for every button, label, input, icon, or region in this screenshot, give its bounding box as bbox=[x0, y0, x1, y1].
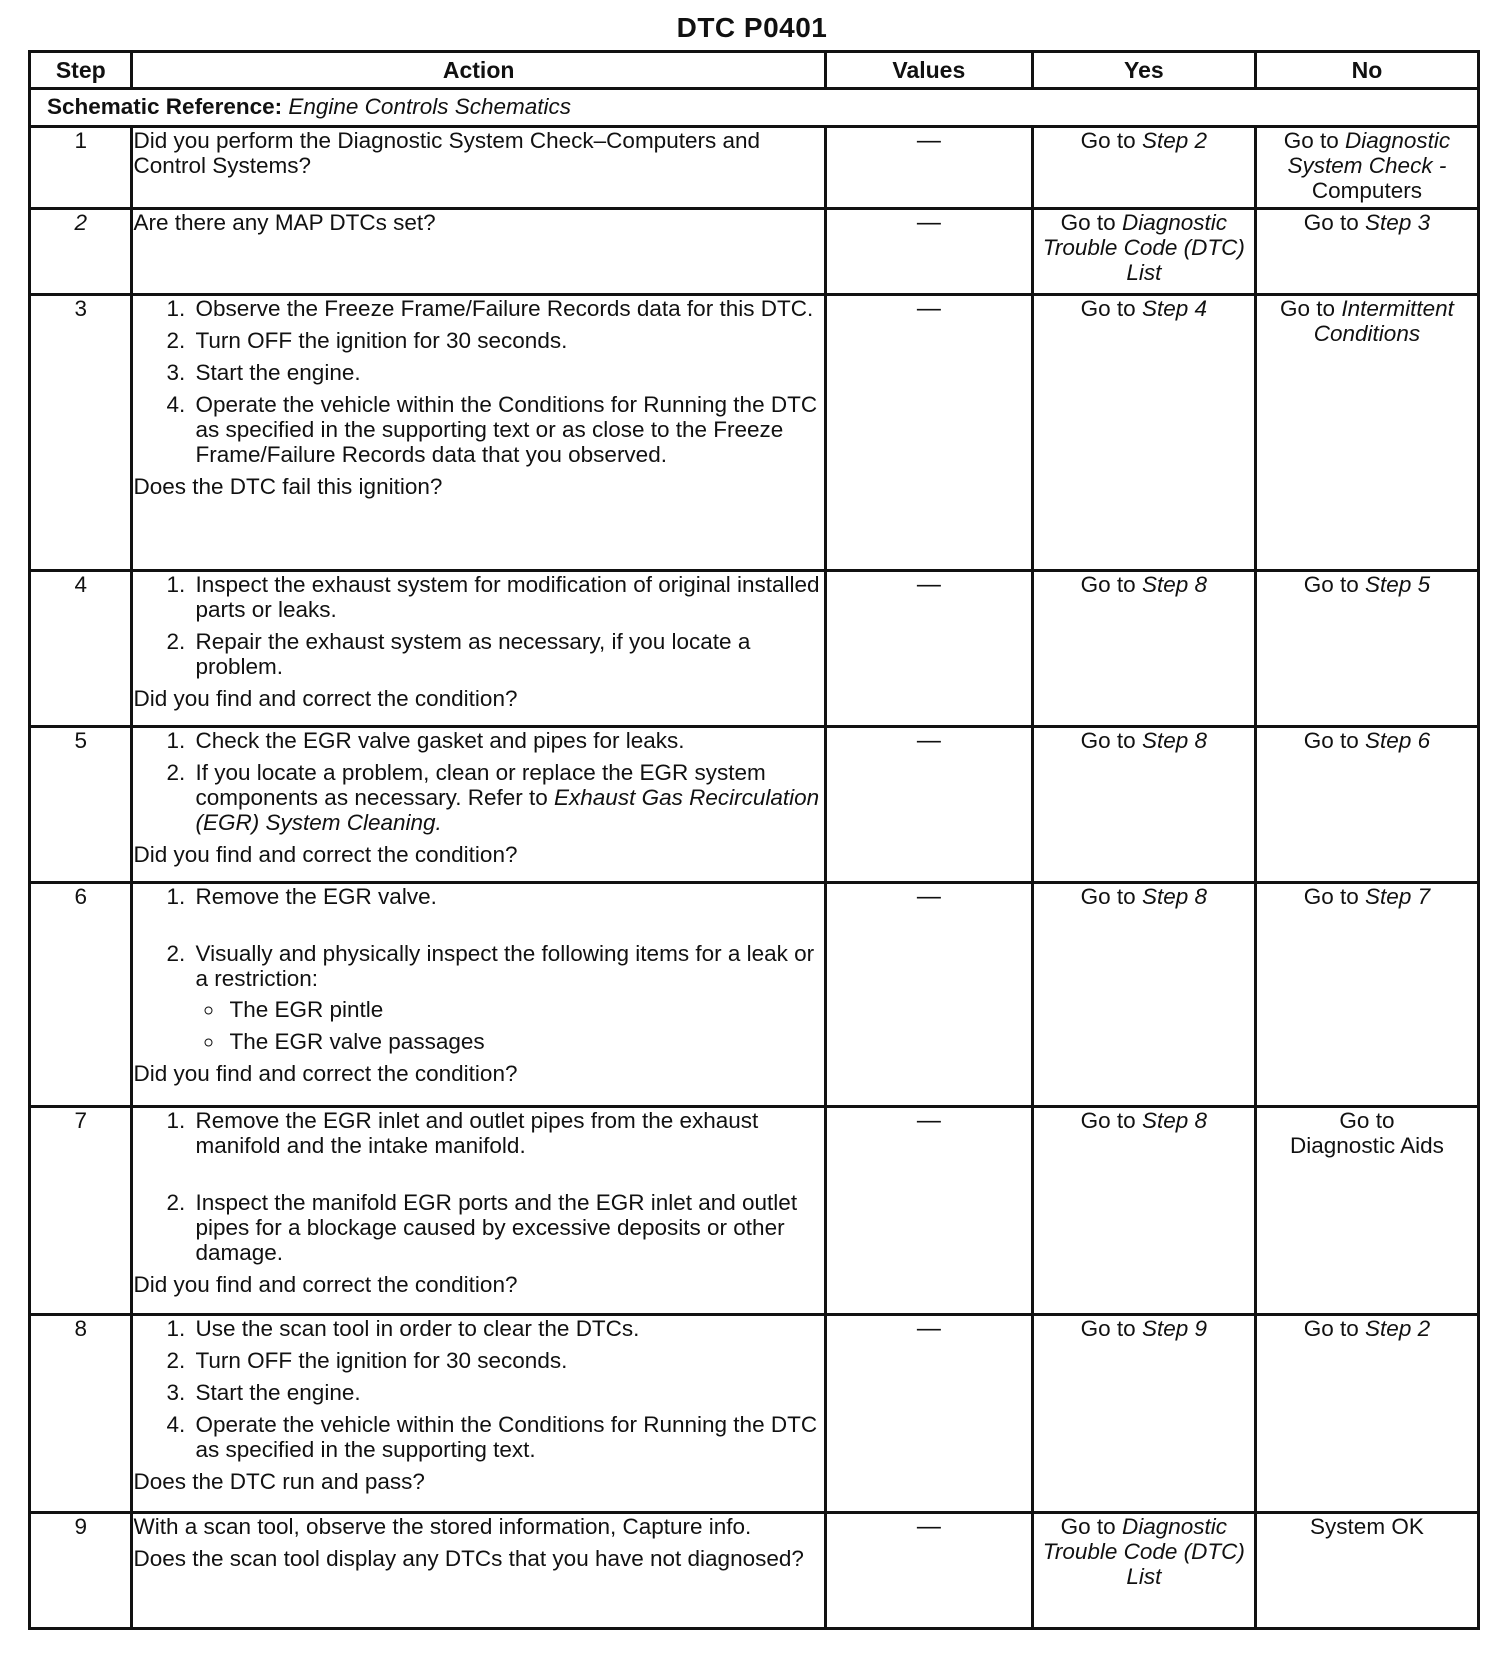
no-cell bbox=[1255, 1513, 1478, 1629]
yes-prefix: Go to bbox=[1080, 296, 1136, 321]
yes-prefix: Go to bbox=[1080, 128, 1136, 153]
header-values: Values bbox=[825, 52, 1032, 89]
step-number: 5 bbox=[30, 727, 132, 883]
table-row bbox=[30, 883, 1479, 1107]
table-row bbox=[30, 127, 1479, 209]
action-step: 3. Start the engine. bbox=[191, 360, 823, 385]
action-cell bbox=[132, 727, 825, 883]
table-row bbox=[30, 209, 1479, 295]
step-number: 4 bbox=[30, 571, 132, 727]
action-cell bbox=[132, 209, 825, 295]
yes-cell bbox=[1032, 883, 1255, 1107]
action-question: Did you perform the Diagnostic System Check–Computers and Control Systems? bbox=[133, 128, 761, 178]
header-action: Action bbox=[132, 52, 825, 89]
action-step: 3. Start the engine. bbox=[191, 1380, 823, 1405]
header-row bbox=[30, 52, 1479, 89]
step-number: 1 bbox=[30, 127, 132, 209]
table-row bbox=[30, 295, 1479, 571]
value-dash: — bbox=[916, 1107, 941, 1134]
no-prefix: Go to bbox=[1280, 296, 1336, 321]
action-question: Did you find and correct the condition? bbox=[133, 1061, 518, 1086]
yes-cell bbox=[1032, 1513, 1255, 1629]
value-dash: — bbox=[916, 571, 941, 598]
no-link[interactable]: Step 6 bbox=[1365, 728, 1431, 753]
action-step: 1. Remove the EGR inlet and outlet pipes from the exhaust manifold and the intake manifold. bbox=[191, 1108, 823, 1158]
no-prefix: Go to bbox=[1303, 572, 1359, 597]
yes-link[interactable]: Step 8 bbox=[1141, 884, 1208, 909]
no-prefix: Go to bbox=[1303, 728, 1359, 753]
value-dash: — bbox=[916, 127, 941, 154]
action-steps-list bbox=[133, 1108, 823, 1265]
action-cell bbox=[132, 127, 825, 209]
yes-prefix: Go to bbox=[1080, 1316, 1136, 1341]
no-link[interactable]: Step 3 bbox=[1365, 210, 1431, 235]
yes-cell bbox=[1032, 571, 1255, 727]
step-number: 6 bbox=[30, 883, 132, 1107]
value-dash: — bbox=[916, 1513, 941, 1540]
yes-prefix: Go to bbox=[1060, 210, 1116, 235]
schematic-reference-row bbox=[30, 89, 1479, 127]
no-link[interactable]: Step 2 bbox=[1365, 1316, 1431, 1341]
action-question: Did you find and correct the condition? bbox=[133, 842, 518, 867]
yes-prefix: Go to bbox=[1080, 728, 1136, 753]
no-cell bbox=[1255, 209, 1478, 295]
action-step bbox=[191, 760, 823, 835]
value-dash: — bbox=[916, 1315, 941, 1342]
table-row bbox=[30, 1513, 1479, 1629]
action-cell bbox=[132, 883, 825, 1107]
no-prefix: Go to bbox=[1303, 210, 1359, 235]
no-link[interactable]: Diagnostic System Check - bbox=[1287, 128, 1451, 178]
action-step: 1. Inspect the exhaust system for modification of original installed parts or leaks. bbox=[191, 572, 823, 622]
no-cell bbox=[1255, 1315, 1478, 1513]
table-row bbox=[30, 571, 1479, 727]
value-dash: — bbox=[916, 883, 941, 910]
action-question: Did you find and correct the condition? bbox=[133, 686, 518, 711]
action-cell bbox=[132, 1107, 825, 1315]
values-cell bbox=[825, 209, 1032, 295]
diagnostic-table bbox=[28, 50, 1480, 1630]
action-step: 2. Turn OFF the ignition for 30 seconds. bbox=[191, 328, 823, 353]
step-number: 3 bbox=[30, 295, 132, 571]
action-question: Did you find and correct the condition? bbox=[133, 1272, 518, 1297]
yes-link[interactable]: Step 2 bbox=[1141, 128, 1208, 153]
action-cell bbox=[132, 295, 825, 571]
action-question: Does the DTC run and pass? bbox=[133, 1469, 425, 1494]
no-link[interactable]: Step 5 bbox=[1365, 572, 1431, 597]
action-steps-list bbox=[133, 1316, 823, 1462]
table-row bbox=[30, 1315, 1479, 1513]
action-question: Are there any MAP DTCs set? bbox=[133, 210, 436, 235]
yes-link[interactable]: Step 8 bbox=[1141, 728, 1208, 753]
reference-link[interactable]: Exhaust Gas Recirculation (EGR) System Cleaning. bbox=[195, 785, 820, 835]
schematic-reference bbox=[30, 89, 1479, 127]
no-prefix: Go to bbox=[1283, 128, 1339, 153]
values-cell bbox=[825, 1513, 1032, 1629]
values-cell bbox=[825, 1107, 1032, 1315]
yes-cell bbox=[1032, 209, 1255, 295]
step-number-text: 2 bbox=[74, 210, 87, 235]
step-number: 7 bbox=[30, 1107, 132, 1315]
schematic-label: Schematic Reference: bbox=[47, 94, 283, 119]
inspection-items-list bbox=[195, 997, 823, 1054]
no-link[interactable]: Diagnostic Aids bbox=[1290, 1133, 1444, 1158]
values-cell bbox=[825, 883, 1032, 1107]
table-row bbox=[30, 727, 1479, 883]
schematic-value: Engine Controls Schematics bbox=[288, 94, 572, 119]
action-steps-list bbox=[133, 296, 823, 467]
value-dash: — bbox=[916, 295, 941, 322]
value-dash: — bbox=[916, 727, 941, 754]
action-cell bbox=[132, 571, 825, 727]
header-step: Step bbox=[30, 52, 132, 89]
action-steps-list bbox=[133, 728, 823, 835]
action-step-text: Visually and physically inspect the following items for a leak or a restriction: bbox=[195, 941, 815, 991]
list-item: ◦ The EGR valve passages bbox=[225, 1029, 823, 1054]
no-prefix: Go to bbox=[1303, 1316, 1359, 1341]
values-cell bbox=[825, 127, 1032, 209]
values-cell bbox=[825, 295, 1032, 571]
no-suffix: Computers bbox=[1311, 178, 1422, 203]
action-step bbox=[191, 941, 823, 1054]
action-step: 1. Remove the EGR valve. bbox=[191, 884, 823, 909]
yes-prefix: Go to bbox=[1060, 1514, 1116, 1539]
document-title: DTC P0401 bbox=[676, 12, 828, 43]
no-prefix: Go to bbox=[1339, 1108, 1395, 1133]
action-step: 2. Repair the exhaust system as necessary, if you locate a problem. bbox=[191, 629, 823, 679]
no-link[interactable]: Step 7 bbox=[1365, 884, 1431, 909]
step-number: 8 bbox=[30, 1315, 132, 1513]
no-prefix: Go to bbox=[1303, 884, 1359, 909]
values-cell bbox=[825, 727, 1032, 883]
action-steps-list bbox=[133, 884, 823, 1054]
yes-link[interactable]: Step 9 bbox=[1141, 1316, 1208, 1341]
no-link[interactable]: Intermittent Conditions bbox=[1313, 296, 1454, 346]
yes-link[interactable]: Step 8 bbox=[1141, 572, 1208, 597]
yes-cell bbox=[1032, 295, 1255, 571]
action-instruction: With a scan tool, observe the stored information, Capture info. bbox=[133, 1514, 752, 1539]
yes-prefix: Go to bbox=[1080, 1108, 1136, 1133]
list-item: ◦ The EGR pintle bbox=[225, 997, 823, 1022]
action-step: 4. Operate the vehicle within the Conditions for Running the DTC as specified in the supporting text. bbox=[191, 1412, 823, 1462]
step-number bbox=[30, 209, 132, 295]
header-yes: Yes bbox=[1032, 52, 1255, 89]
action-step: 1. Observe the Freeze Frame/Failure Records data for this DTC. bbox=[191, 296, 823, 321]
action-question: Does the DTC fail this ignition? bbox=[133, 474, 443, 499]
values-cell bbox=[825, 1315, 1032, 1513]
step-number: 9 bbox=[30, 1513, 132, 1629]
yes-link[interactable]: Diagnostic Trouble Code (DTC) List bbox=[1042, 210, 1245, 285]
value-dash: — bbox=[916, 209, 941, 236]
yes-link[interactable]: Diagnostic Trouble Code (DTC) List bbox=[1042, 1514, 1245, 1589]
no-cell bbox=[1255, 571, 1478, 727]
yes-cell bbox=[1032, 127, 1255, 209]
action-step: 1. Use the scan tool in order to clear the DTCs. bbox=[191, 1316, 823, 1341]
header-no: No bbox=[1255, 52, 1478, 89]
no-cell bbox=[1255, 1107, 1478, 1315]
yes-link[interactable]: Step 8 bbox=[1141, 1108, 1208, 1133]
no-cell bbox=[1255, 127, 1478, 209]
action-step: 1. Check the EGR valve gasket and pipes for leaks. bbox=[191, 728, 823, 753]
action-step-text: If you locate a problem, clean or replace the EGR system components as necessary. Refer to bbox=[195, 760, 766, 810]
yes-prefix: Go to bbox=[1080, 572, 1136, 597]
action-cell bbox=[132, 1513, 825, 1629]
no-cell bbox=[1255, 295, 1478, 571]
action-step: 2. Turn OFF the ignition for 30 seconds. bbox=[191, 1348, 823, 1373]
no-cell bbox=[1255, 727, 1478, 883]
action-question: Does the scan tool display any DTCs that you have not diagnosed? bbox=[133, 1546, 804, 1571]
yes-cell bbox=[1032, 727, 1255, 883]
action-steps-list bbox=[133, 572, 823, 679]
no-cell bbox=[1255, 883, 1478, 1107]
action-step: 4. Operate the vehicle within the Conditions for Running the DTC as specified in the supporting text or as close to the Freeze Frame/Failure Records data that you observed. bbox=[191, 392, 823, 467]
yes-cell bbox=[1032, 1107, 1255, 1315]
action-cell bbox=[132, 1315, 825, 1513]
yes-link[interactable]: Step 4 bbox=[1141, 296, 1208, 321]
yes-cell bbox=[1032, 1315, 1255, 1513]
yes-prefix: Go to bbox=[1080, 884, 1136, 909]
values-cell bbox=[825, 571, 1032, 727]
no-result: System OK bbox=[1310, 1514, 1424, 1539]
action-step: 2. Inspect the manifold EGR ports and the EGR inlet and outlet pipes for a blockage caused by excessive deposits or other damage. bbox=[191, 1190, 823, 1265]
table-row bbox=[30, 1107, 1479, 1315]
